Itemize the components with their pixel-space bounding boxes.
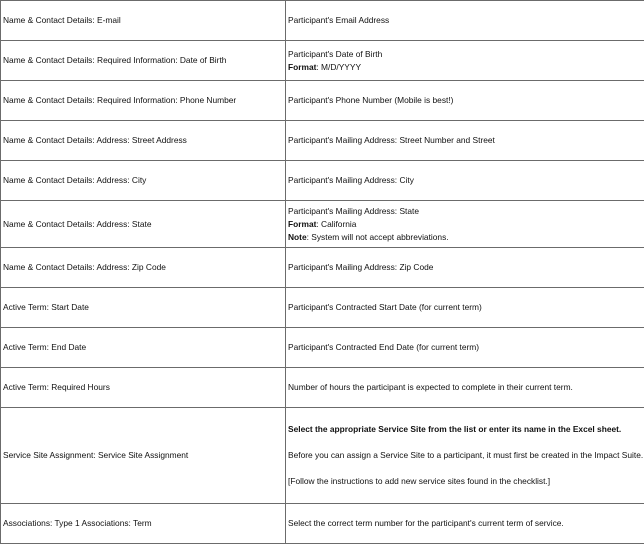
field-name-cell: Service Site Assignment: Service Site Assignment <box>1 408 286 504</box>
field-description-cell <box>286 41 644 81</box>
instruction-heading: Select the appropriate Service Site from the list or enter its name in the Excel sheet. <box>288 423 644 436</box>
field-description-cell: Participant's Mailing Address: Street Number and Street <box>286 121 644 161</box>
table-row <box>1 1 644 41</box>
format-value: : California <box>316 219 356 229</box>
table-row <box>1 81 644 121</box>
note-label: Note <box>288 232 307 242</box>
field-name-cell: Name & Contact Details: Required Information: Date of Birth <box>1 41 286 81</box>
table-row <box>1 41 644 81</box>
field-description-cell: Participant's Contracted Start Date (for current term) <box>286 288 644 328</box>
format-label: Format <box>288 62 316 72</box>
table-row <box>1 248 644 288</box>
field-description-cell: Number of hours the participant is expected to complete in their current term. <box>286 368 644 408</box>
table-row <box>1 201 644 248</box>
field-description-cell <box>286 201 644 248</box>
table-row <box>1 368 644 408</box>
description-text: Participant's Mailing Address: State <box>288 205 644 218</box>
field-name-cell: Name & Contact Details: Address: Zip Code <box>1 248 286 288</box>
field-description-cell <box>286 408 644 504</box>
table-row <box>1 161 644 201</box>
field-description-cell: Participant's Contracted End Date (for current term) <box>286 328 644 368</box>
field-description-cell: Participant's Phone Number (Mobile is best!) <box>286 81 644 121</box>
table-row <box>1 328 644 368</box>
field-name-cell: Active Term: End Date <box>1 328 286 368</box>
description-text: Participant's Date of Birth <box>288 48 644 61</box>
format-value: : M/D/YYYY <box>316 62 361 72</box>
field-name-cell: Name & Contact Details: Required Information: Phone Number <box>1 81 286 121</box>
table-row <box>1 408 644 504</box>
field-description-cell: Participant's Mailing Address: Zip Code <box>286 248 644 288</box>
field-description-cell: Participant's Mailing Address: City <box>286 161 644 201</box>
note-line <box>288 231 644 244</box>
field-name-cell: Name & Contact Details: Address: City <box>1 161 286 201</box>
field-name-cell: Active Term: Required Hours <box>1 368 286 408</box>
instruction-text: Before you can assign a Service Site to a participant, it must first be created in the Impact Suite. <box>288 449 644 462</box>
table-row <box>1 121 644 161</box>
field-name-cell: Name & Contact Details: E-mail <box>1 1 286 41</box>
field-description-cell: Participant's Email Address <box>286 1 644 41</box>
instruction-note: [Follow the instructions to add new service sites found in the checklist.] <box>288 475 644 488</box>
field-name-cell: Associations: Type 1 Associations: Term <box>1 504 286 544</box>
format-label: Format <box>288 219 316 229</box>
field-name-cell: Name & Contact Details: Address: Street Address <box>1 121 286 161</box>
field-description-cell: Select the correct term number for the participant's current term of service. <box>286 504 644 544</box>
field-name-cell: Name & Contact Details: Address: State <box>1 201 286 248</box>
format-line <box>288 218 644 231</box>
note-value: : System will not accept abbreviations. <box>307 232 449 242</box>
format-line <box>288 61 644 74</box>
field-name-cell: Active Term: Start Date <box>1 288 286 328</box>
table-row <box>1 504 644 544</box>
table-row <box>1 288 644 328</box>
